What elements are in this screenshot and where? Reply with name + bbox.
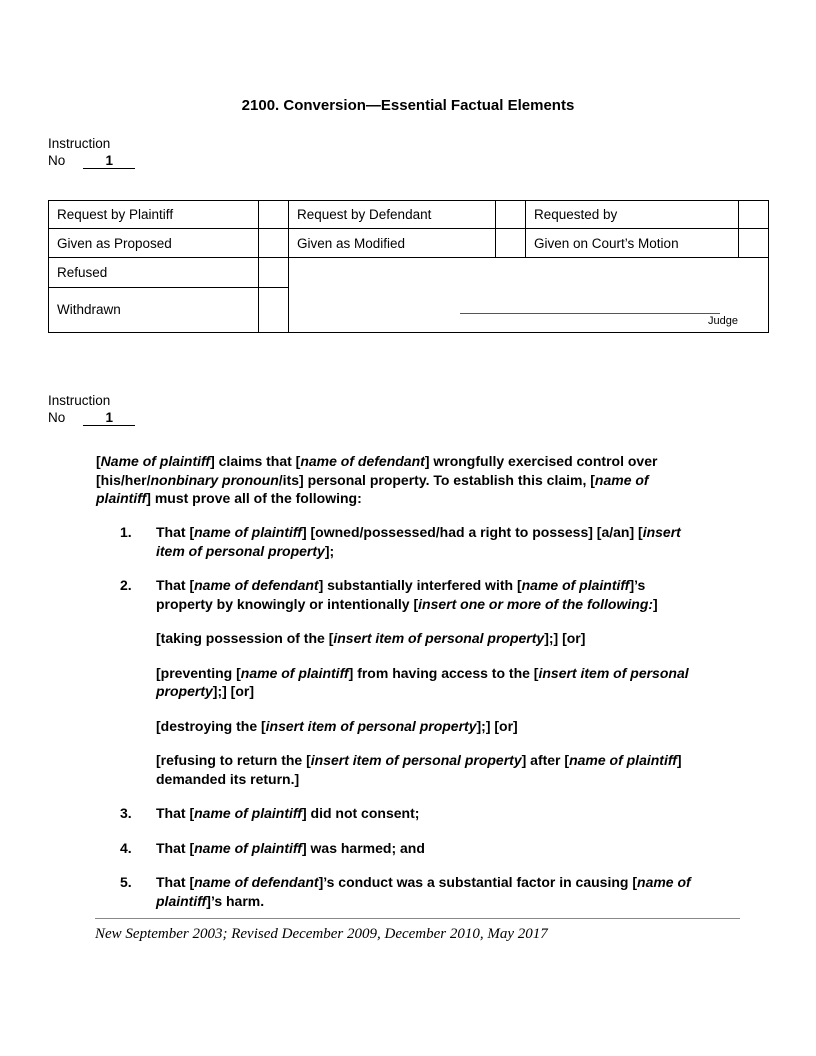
static-text: ] was harmed; and bbox=[301, 839, 425, 856]
placeholder-text: name of plaintiff bbox=[521, 577, 630, 594]
item-number: 4. bbox=[120, 839, 132, 856]
instruction-no-label: No bbox=[48, 152, 66, 168]
static-text: /its] personal property. To establish this claim, [ bbox=[278, 471, 595, 488]
static-text: ] wrongfully exercised control over [his/her/ bbox=[96, 453, 658, 488]
instruction-number-blank: 1 bbox=[83, 153, 135, 170]
instruction-number-blank: 1 bbox=[83, 410, 135, 427]
placeholder-text: nonbinary pronoun bbox=[150, 471, 279, 488]
list-item bbox=[96, 839, 702, 873]
placeholder-text: Name of plaintiff bbox=[100, 453, 211, 470]
item-paragraphs bbox=[156, 839, 702, 873]
placeholder-text: insert one or more of the following: bbox=[418, 595, 654, 612]
checkbox-cell-request-by-defendant bbox=[496, 201, 526, 229]
static-text: That [ bbox=[156, 874, 195, 891]
judge-signature-line bbox=[460, 313, 720, 314]
list-item bbox=[96, 576, 702, 804]
paragraph bbox=[156, 804, 702, 822]
placeholder-text: name of plaintiff bbox=[96, 471, 649, 506]
item-number: 2. bbox=[120, 577, 132, 594]
cell-requested-by: Requested by bbox=[526, 201, 739, 229]
checkbox-cell-request-by-plaintiff bbox=[259, 201, 289, 229]
static-text: ]; bbox=[324, 542, 335, 559]
instruction-block-bottom bbox=[48, 393, 816, 426]
item-paragraphs bbox=[156, 576, 702, 804]
static-text: That [ bbox=[156, 524, 195, 541]
instruction-no-label: No bbox=[48, 409, 66, 425]
revision-history: New September 2003; Revised December 2009, December 2010, May 2017 bbox=[95, 926, 548, 942]
placeholder-text: name of defendant bbox=[194, 874, 319, 891]
list-item bbox=[96, 523, 702, 576]
static-text: ] bbox=[653, 595, 658, 612]
static-text: That [ bbox=[156, 577, 195, 594]
placeholder-text: name of defendant bbox=[194, 577, 319, 594]
static-text: ]’s property by knowingly or intentionally [ bbox=[156, 577, 646, 612]
paragraph bbox=[156, 576, 702, 613]
cell-given-as-modified: Given as Modified bbox=[289, 229, 496, 258]
checkbox-cell-withdrawn bbox=[259, 287, 289, 332]
item-paragraphs bbox=[156, 523, 702, 576]
placeholder-text: name of plaintiff bbox=[194, 839, 302, 856]
static-text: That [ bbox=[156, 839, 195, 856]
placeholder-text: insert item of personal property bbox=[333, 630, 545, 647]
cell-given-on-courts-motion: Given on Court’s Motion bbox=[526, 229, 739, 258]
static-text: ];] [or] bbox=[476, 717, 518, 734]
paragraph bbox=[156, 523, 702, 560]
paragraph bbox=[156, 839, 702, 857]
numbered-list bbox=[96, 523, 702, 926]
static-text: [taking possession of the [ bbox=[156, 630, 334, 647]
footer bbox=[95, 918, 740, 943]
placeholder-text: name of defendant bbox=[300, 453, 425, 470]
instruction-body bbox=[96, 452, 702, 926]
placeholder-text: name of plaintiff bbox=[194, 805, 302, 822]
static-text: That [ bbox=[156, 805, 195, 822]
item-paragraphs bbox=[156, 804, 702, 838]
static-text: ] from having access to the [ bbox=[348, 664, 539, 681]
judge-label: Judge bbox=[708, 315, 738, 328]
checkbox-cell-given-as-modified bbox=[496, 229, 526, 258]
item-number: 5. bbox=[120, 874, 132, 891]
instruction-number-line bbox=[48, 153, 816, 170]
static-text: ]’s conduct was a substantial factor in causing [ bbox=[318, 874, 638, 891]
instruction-label: Instruction bbox=[48, 136, 111, 151]
static-text: ] claims that [ bbox=[210, 453, 301, 470]
placeholder-text: name of plaintiff bbox=[194, 524, 302, 541]
placeholder-text: name of plaintiff bbox=[156, 874, 691, 909]
placeholder-text: insert item of personal property bbox=[265, 717, 477, 734]
request-table bbox=[48, 200, 769, 333]
cell-given-as-proposed: Given as Proposed bbox=[49, 229, 259, 258]
static-text: ];] [or] bbox=[544, 630, 586, 647]
paragraph bbox=[156, 873, 702, 910]
placeholder-text: name of plaintiff bbox=[569, 752, 677, 769]
cell-withdrawn: Withdrawn bbox=[49, 287, 259, 332]
placeholder-text: name of plaintiff bbox=[240, 664, 349, 681]
static-text: ] after [ bbox=[521, 752, 570, 769]
static-text: ] [owned/possessed/had a right to possess] [a/an] [ bbox=[301, 524, 643, 541]
paragraph bbox=[156, 664, 702, 701]
static-text: ]’s harm. bbox=[206, 892, 265, 909]
cell-request-by-defendant: Request by Defendant bbox=[289, 201, 496, 229]
placeholder-text: insert item of personal property bbox=[156, 524, 681, 559]
static-text: ] did not consent; bbox=[301, 805, 420, 822]
static-text: [ bbox=[96, 453, 101, 470]
cell-refused: Refused bbox=[49, 258, 259, 288]
instruction-number-line bbox=[48, 410, 816, 427]
judge-signature-cell bbox=[289, 258, 769, 333]
paragraph bbox=[156, 629, 702, 647]
static-text: ] must prove all of the following: bbox=[146, 490, 362, 506]
checkbox-cell-given-on-courts-motion bbox=[739, 229, 769, 258]
static-text: ];] [or] bbox=[212, 683, 254, 700]
paragraph bbox=[156, 751, 702, 788]
static-text: ] substantially interfered with [ bbox=[318, 577, 522, 594]
checkbox-cell-given-as-proposed bbox=[259, 229, 289, 258]
signature-area bbox=[297, 260, 760, 330]
static-text: [preventing [ bbox=[156, 664, 241, 681]
item-number: 3. bbox=[120, 805, 132, 822]
placeholder-text: insert item of personal property bbox=[156, 664, 689, 700]
static-text: [destroying the [ bbox=[156, 717, 266, 734]
page-title: 2100. Conversion—Essential Factual Elements bbox=[241, 97, 575, 114]
checkbox-cell-requested-by bbox=[739, 201, 769, 229]
list-item bbox=[96, 804, 702, 838]
static-text: [refusing to return the [ bbox=[156, 752, 311, 769]
item-number: 1. bbox=[120, 524, 132, 541]
cell-request-by-plaintiff: Request by Plaintiff bbox=[49, 201, 259, 229]
instruction-block-top bbox=[48, 136, 816, 169]
paragraph bbox=[156, 717, 702, 735]
intro-paragraph bbox=[96, 452, 702, 507]
static-text: ] demanded its return.] bbox=[156, 752, 682, 787]
checkbox-cell-refused bbox=[259, 258, 289, 288]
instruction-label: Instruction bbox=[48, 393, 111, 409]
placeholder-text: insert item of personal property bbox=[310, 752, 522, 769]
